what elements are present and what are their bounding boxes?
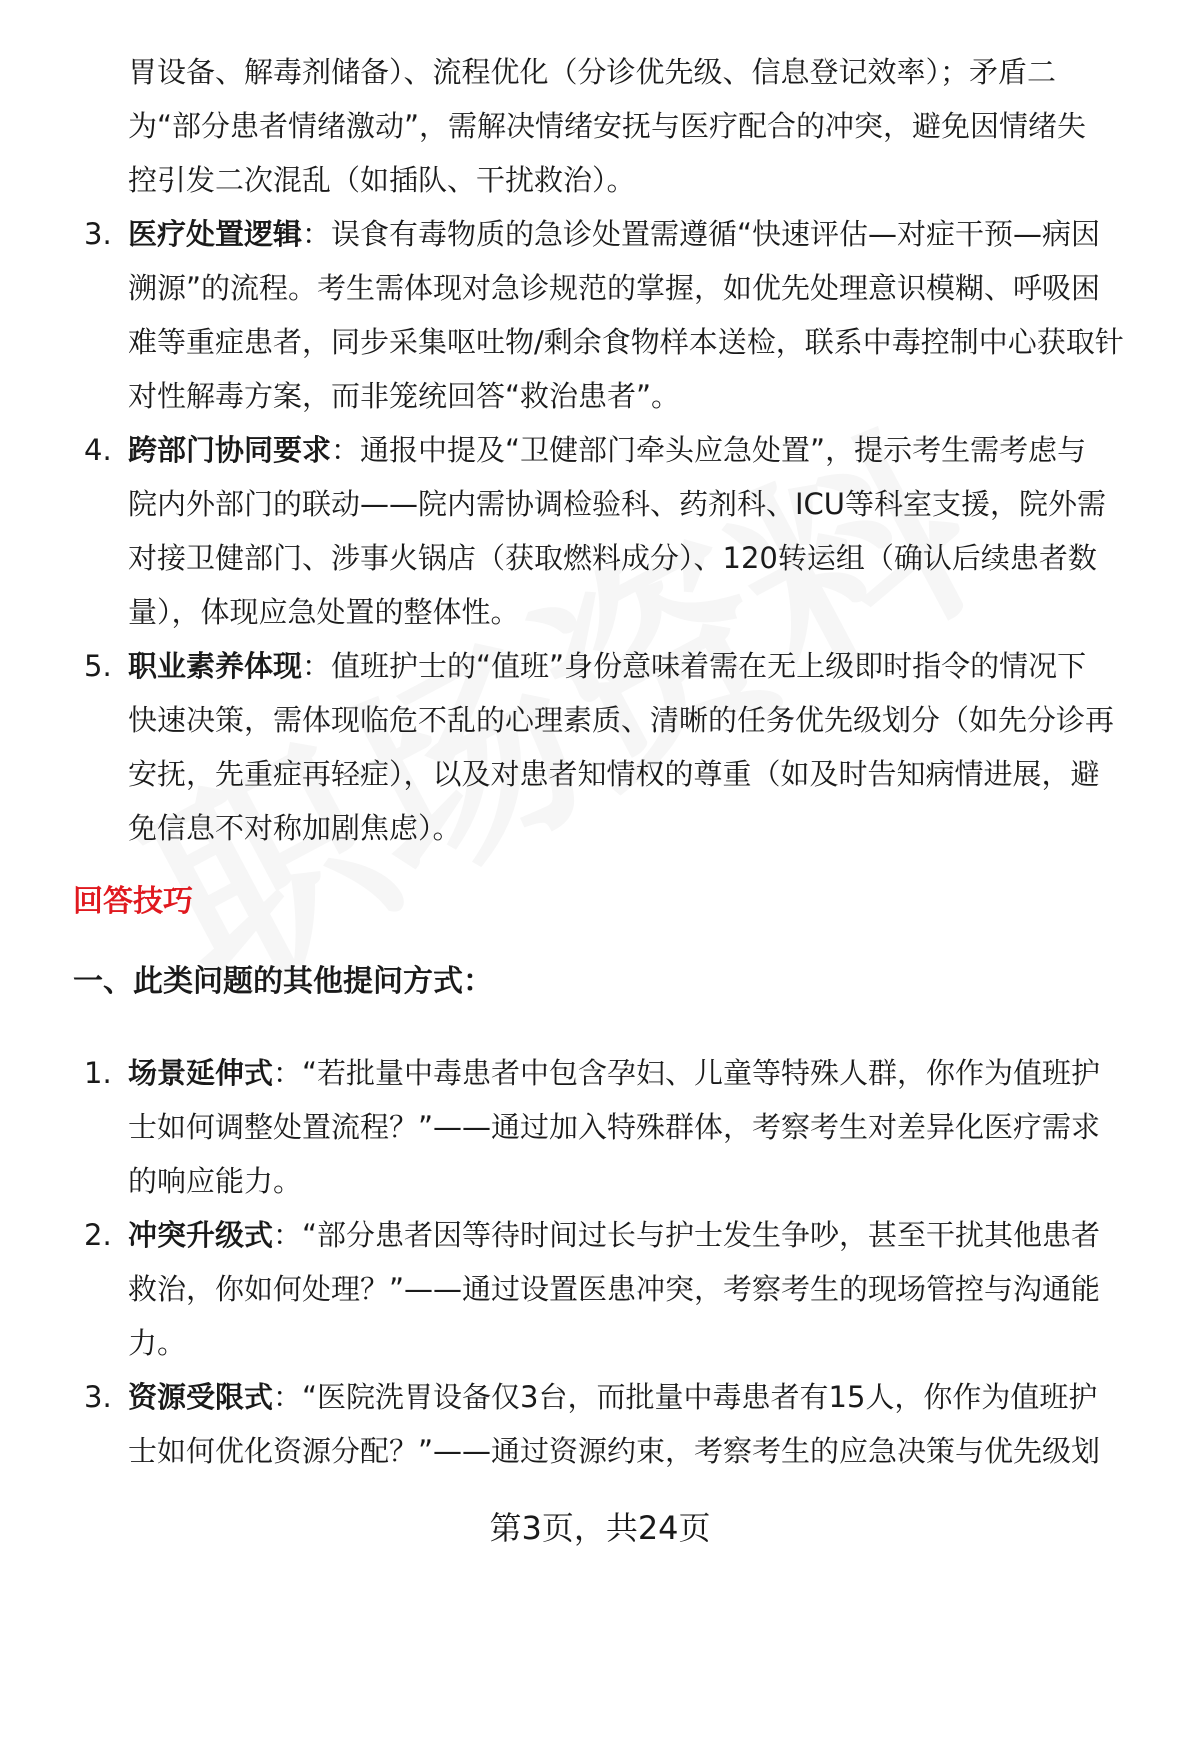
list-item-text: ：误食有毒物质的急诊处置需遵循“快速评估—对症干预—病因 [302,217,1101,251]
list-item-text: ：“医院洗胃设备仅3台，而批量中毒患者有15人，你作为值班护 [273,1380,1098,1414]
paragraph-line: 为“部分患者情绪激动”，需解决情绪安抚与医疗配合的冲突，避免因情绪失 [128,109,1087,143]
paragraph-line: 士如何优化资源分配？”——通过资源约束，考察考生的应急决策与优先级划 [128,1434,1101,1468]
paragraph-line: 溯源”的流程。考生需体现对急诊规范的掌握，如优先处理意识模糊、呼吸困 [128,271,1101,305]
list-item-text: ：值班护士的“值班”身份意味着需在无上级即时指令的情况下 [302,649,1087,683]
list-item-first-line [128,636,1086,696]
list-item-title: 医疗处置逻辑 [128,217,303,251]
paragraph-line: 力。 [128,1326,187,1360]
list-item-first-line [128,1043,1100,1103]
paragraph-line: 难等重症患者，同步采集呕吐物/剩余食物样本送检，联系中毒控制中心获取针 [128,325,1124,359]
paragraph-line: 免信息不对称加剧焦虑）。 [128,811,462,845]
paragraph-line: 院内外部门的联动——院内需协调检验科、药剂科、ICU等科室支援，院外需 [128,487,1107,521]
list-number: 2. [84,1218,112,1252]
paragraph-line: 安抚，先重症再轻症），以及对患者知情权的尊重（如及时告知病情进展，避 [128,757,1100,791]
list-item-first-line [128,204,1100,264]
list-number: 4. [84,433,112,467]
paragraph-line: 对接卫健部门、涉事火锅店（获取燃料成分）、120转运组（确认后续患者数 [128,541,1097,575]
list-number: 1. [84,1056,112,1090]
paragraph-line: 量），体现应急处置的整体性。 [128,595,520,629]
list-item-text: ：“部分患者因等待时间过长与护士发生争吵，甚至干扰其他患者 [273,1218,1101,1252]
paragraph-line: 士如何调整处置流程？”——通过加入特殊群体，考察考生对差异化医疗需求 [128,1110,1101,1144]
list-item-first-line [128,420,1086,480]
subsection-title: 一、此类问题的其他提问方式： [73,964,493,999]
paragraph-line: 控引发二次混乱（如插队、干扰救治）。 [128,163,636,197]
list-item-title: 跨部门协同要求 [128,433,332,467]
list-item-title: 资源受限式 [128,1380,274,1414]
list-number: 3. [84,217,112,251]
list-item-first-line [128,1205,1100,1265]
paragraph-line: 救治，你如何处理？”——通过设置医患冲突，考察考生的现场管控与沟通能 [128,1272,1101,1306]
list-number: 5. [84,649,112,683]
list-item-first-line [128,1367,1097,1427]
page-number: 第3页，共24页 [489,1509,711,1547]
paragraph-line: 对性解毒方案，而非笼统回答“救治患者”。 [128,379,681,413]
section-title: 回答技巧 [73,884,193,919]
list-number: 3. [84,1380,112,1414]
paragraph-line: 的响应能力。 [128,1164,303,1198]
list-item-title: 场景延伸式 [128,1056,274,1090]
list-item-title: 职业素养体现 [128,649,303,683]
paragraph-line: 快速决策，需体现临危不乱的心理素质、清晰的任务优先级划分（如先分诊再 [128,703,1115,737]
paragraph-line: 胃设备、解毒剂储备）、流程优化（分诊优先级、信息登记效率）；矛盾二 [128,55,1057,89]
list-item-text: ：“若批量中毒患者中包含孕妇、儿童等特殊人群，你作为值班护 [273,1056,1101,1090]
list-item-text: ：通报中提及“卫健部门牵头应急处置”，提示考生需考虑与 [331,433,1087,467]
list-item-title: 冲突升级式 [128,1218,274,1252]
